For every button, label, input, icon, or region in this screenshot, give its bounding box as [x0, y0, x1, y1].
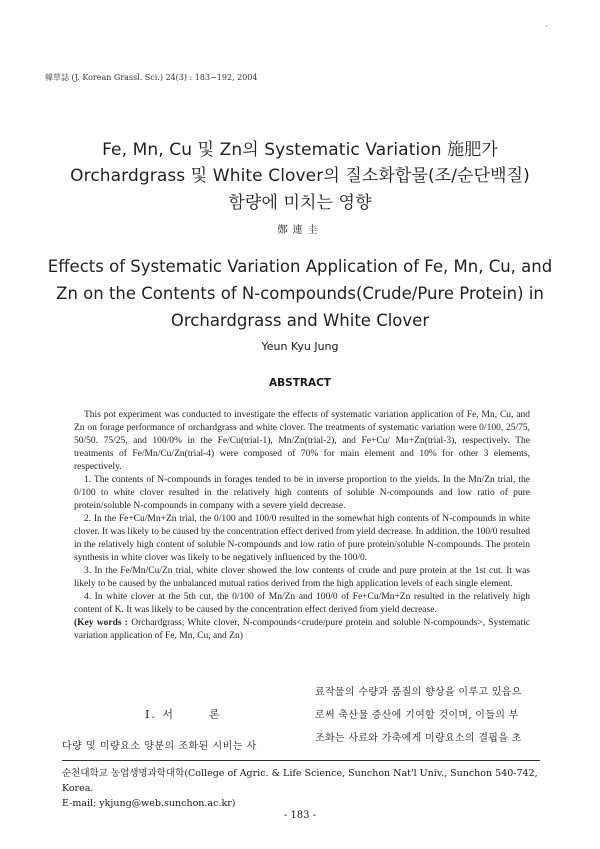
affiliation-line-1: 순천대학교 농업생명과학대학(College of Agric. & Life Science, Sunchon Nat'l Univ., Sunchon 540-742, Korea. — [62, 768, 538, 794]
section-number: Ⅰ. — [145, 708, 157, 721]
right-column-line: 조화는 사료와 가축에게 미량요소의 결핍을 초 — [315, 733, 522, 744]
section-heading — [145, 706, 222, 722]
journal-citation: 韓草誌 (J. Korean Grassl. Sci.) 24(3) : 183~192, 2004 — [45, 73, 258, 82]
section-title-b: 론 — [208, 708, 222, 721]
english-title-line-2: Zn on the Contents of N-compounds(Crude/Pure Protein) in — [56, 284, 544, 303]
korean-author: 鄭連圭 — [277, 225, 323, 236]
keywords-text: Orchardgrass, White clover, N-compounds<crude/pure protein and soluble N-compounds>, Systematic variation application of Fe, Mn, Cu, and Zn) — [74, 618, 530, 641]
right-column-line: 료작물의 수량과 품질의 향상을 이루고 있음으 — [315, 687, 522, 698]
corner-mark: · — [545, 22, 548, 32]
keywords-label: (Key words : — [74, 618, 128, 628]
abstract-paragraph: This pot experiment was conducted to investigate the effects of systematic variation application of Fe, Mn, Cu, and Zn on forage performance of orchardgrass and white clover. The treatments of systematic variation were 0/100, 25/75, 50/50. 75/25, and 100/0% in the Fe/Cu(trial-1), Mn/Zn(trial-2), and Fe+Cu/ Mn+Zn(trial-3), respectively. The treatments of Fe/Mn/Cu/Zn(trial-4) were composed of 70% for main element and 10% for other 3 elements, respectively. — [74, 410, 530, 472]
korean-title-line-1: Fe, Mn, Cu 및 Zn의 Systematic Variation 施肥가 — [102, 140, 498, 160]
left-column-text: 다량 및 미량요소 양분의 조화된 시비는 사 — [62, 741, 257, 752]
right-column-line: 로써 축산물 증산에 기여할 것이며, 이들의 부 — [315, 710, 519, 721]
right-column-text — [315, 681, 540, 750]
keywords — [74, 617, 530, 643]
section-title-a: 서 — [162, 708, 175, 721]
abstract-paragraph: 3. In the Fe/Mn/Cu/Zn trial, white clover showed the low contents of crude and pure protein at the 1st cut. It was likely to be caused by the unbalanced mutual ratios derived from the high application levels of each single element. — [74, 566, 530, 589]
korean-title-line-3: 함량에 미치는 영향 — [228, 193, 372, 213]
korean-title-line-2: Orchardgrass 및 White Clover의 질소화합물(조/순단백질) — [70, 166, 530, 186]
abstract-body — [74, 409, 530, 643]
affiliation-line-2: E-mail; ykjung@web.sunchon.ac.kr) — [62, 798, 236, 809]
footnote-divider — [62, 760, 540, 761]
abstract-paragraph: 4. In white clover at the 5th cut, the 0/100 of Mn/Zn and 100/0 of Fe+Cu/Mn+Zn resulted in the relatively high content of K. It was likely to be caused by the concentration effect derived from yield decrease. — [74, 592, 530, 615]
english-author: Yeun Kyu Jung — [261, 340, 339, 353]
author-affiliation — [62, 766, 542, 811]
abstract-paragraph: 2. In the Fe+Cu/Mn+Zn trial, the 0/100 and 100/0 resulted in the somewhat high contents of N-compounds in white clover. It was likely to be caused by the concentration effect derived from yield decrease. In addition, the 100/0 resulted in the relatively high content of soluble N-compounds and low ratio of pure protein/soluble N-compounds. The protein synthesis in white clover was likely to be negatively influenced by the 100/0. — [74, 514, 530, 563]
english-title-line-1: Effects of Systematic Variation Application of Fe, Mn, Cu, and — [47, 257, 553, 276]
english-title-line-3: Orchardgrass and White Clover — [170, 311, 430, 330]
abstract-heading: ABSTRACT — [269, 377, 331, 389]
abstract-paragraph: 1. The contents of N-compounds in forages tended to be in inverse proportion to the yields. In the Mn/Zn trial, the 0/100 to white clover resulted in the relatively high contents of soluble N-compounds and low ratio of pure protein/soluble N-compounds in company with a severe yield decrease. — [74, 475, 530, 511]
page-number: - 183 - — [283, 810, 317, 821]
